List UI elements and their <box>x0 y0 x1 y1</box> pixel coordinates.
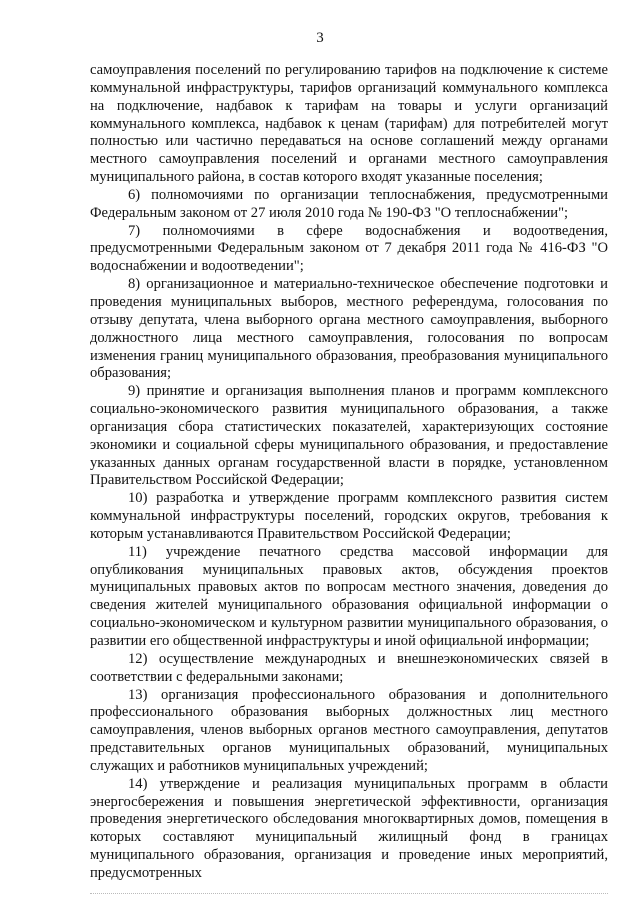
paragraph-item-9: 9) принятие и организация выполнения планов и программ комплексного социально-экономического развития муниципального образования, а также организация сбора статистических показателей, характеризующих состояние экономики и социальной сферы муниципального образования, и предоставление указанных данных органам государственной власти в порядке, установленном Правительством Российской Федерации; <box>90 383 608 489</box>
paragraph-item-8: 8) организационное и материально-техническое обеспечение подготовки и проведения муниципальных выборов, местного референдума, голосования по отзыву депутата, члена выборного органа местного самоуправления, выборного должностного лица местного самоуправления, голосования по вопросам изменения границ муниципального образования, преобразования муниципального образования; <box>90 276 608 382</box>
paragraph-item-12: 12) осуществление международных и внешнеэкономических связей в соответствии с федеральными законами; <box>90 650 608 685</box>
paragraph-item-11: 11) учреждение печатного средства массовой информации для опубликования муниципальных правовых актов, обсуждения проектов муниципальных правовых актов по вопросам местного значения, доведения до сведения жителей муниципального образования официальной информации о социально-экономическом и культурном развитии муниципального образования, о развитии его общественной инфраструктуры и иной официальной информации; <box>90 543 608 649</box>
paragraph-item-10: 10) разработка и утверждение программ комплексного развития систем коммунальной инфраструктуры поселений, городских округов, требования к которым устанавливаются Правительством Российской Федерации; <box>90 490 608 542</box>
page-number: 3 <box>316 30 324 46</box>
paragraph-item-13: 13) организация профессионального образования и дополнительного профессионального образования выборных должностных лиц местного самоуправления, членов выборных органов местного самоуправления, депутатов представительных органов муниципальных образований, муниципальных служащих и работников муниципальных учреждений; <box>90 686 608 774</box>
document-body <box>90 62 608 883</box>
paragraph-item-7: 7) полномочиями в сфере водоснабжения и водоотведения, предусмотренными Федеральным законом от 7 декабря 2011 года № 416-ФЗ "О водоснабжении и водоотведении"; <box>90 222 608 275</box>
paragraph-item-6: 6) полномочиями по организации теплоснабжения, предусмотренными Федеральным законом от 27 июля 2010 года № 190-ФЗ "О теплоснабжении"; <box>90 186 608 221</box>
paragraph-item-14: 14) утверждение и реализация муниципальных программ в области энергосбережения и повышения энергетической эффективности, организация проведения энергетического обследования многоквартирных домов, помещения в которых составляют муниципальный жилищный фонд в границах муниципального образования, организация и проведение иных мероприятий, предусмотренных <box>90 775 608 881</box>
page-bottom-divider <box>90 893 608 894</box>
paragraph-continuation: самоуправления поселений по регулированию тарифов на подключение к системе коммунальной инфраструктуры, тарифов организаций коммунального комплекса на подключение, надбавок к тарифам на товары и услуги организаций коммунального комплекса, надбавок к ценам (тарифам) для потребителей могут полностью или частично передаваться на основе соглашений между органами местного самоуправления поселений и органами местного самоуправления муниципального района, в состав которого входят указанные поселения; <box>90 62 608 186</box>
